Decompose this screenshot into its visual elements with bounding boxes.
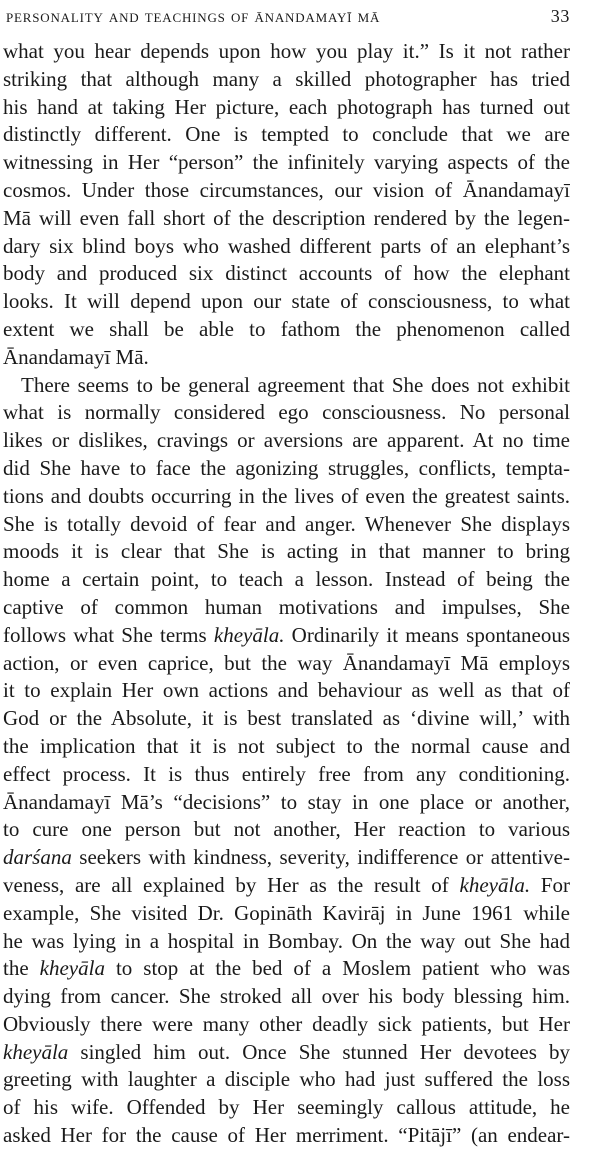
italic-term: kheyāla	[39, 956, 105, 981]
text-line	[3, 594, 570, 622]
text-line	[3, 872, 570, 900]
text-segment: moods it is clear that She is acting in that manner to bring	[3, 539, 570, 564]
text-line	[3, 816, 570, 844]
text-segment: he was lying in a hospital in Bombay. On the way out She had	[3, 928, 570, 953]
text-line	[3, 372, 570, 400]
text-segment: She is totally devoid of fear and anger. Whenever She displays	[3, 511, 570, 536]
text-segment: For	[530, 872, 570, 897]
text-segment: dying from cancer. She stroked all over his body blessing him.	[3, 984, 570, 1009]
text-line	[3, 94, 570, 122]
text-line	[3, 538, 570, 566]
text-line	[3, 900, 570, 928]
text-line	[3, 622, 570, 650]
text-line	[3, 233, 570, 261]
text-segment: Obviously there were many other deadly sick patients, but Her	[3, 1011, 570, 1036]
text-line	[3, 928, 570, 956]
text-segment: home a certain point, to teach a lesson. Instead of being the	[3, 567, 570, 592]
text-segment: did She have to face the agonizing struggles, conflicts, tempta-	[3, 455, 570, 480]
text-line	[3, 650, 570, 678]
text-line	[3, 177, 570, 205]
italic-term: kheyāla.	[213, 622, 285, 647]
text-segment: Ānandamayī Mā’s “decisions” to stay in one place or another,	[3, 789, 570, 814]
text-line	[3, 761, 570, 789]
text-line	[3, 66, 570, 94]
text-segment: likes or dislikes, cravings or aversions are apparent. At no time	[3, 428, 570, 453]
text-segment: it to explain Her own actions and behaviour as well as that of	[3, 678, 570, 703]
text-line	[3, 399, 570, 427]
text-line	[3, 455, 570, 483]
text-line	[3, 677, 570, 705]
text-segment: dary six blind boys who washed different parts of an elephant’s	[3, 233, 570, 258]
text-segment: Mā will even fall short of the description rendered by the legen-	[3, 205, 570, 230]
text-line	[3, 288, 570, 316]
text-segment: veness, are all explained by Her as the result of	[3, 872, 460, 897]
text-line	[3, 983, 570, 1011]
text-line	[3, 566, 570, 594]
text-line	[3, 733, 570, 761]
text-line	[3, 344, 570, 372]
text-segment: seekers with kindness, severity, indifference or attentive-	[71, 845, 570, 870]
text-line	[3, 121, 570, 149]
text-segment: asked Her for the cause of Her merriment. “Pitājī” (an endear-	[3, 1123, 570, 1148]
text-segment: effect process. It is thus entirely free from any conditioning.	[3, 761, 570, 786]
text-segment: God or the Absolute, it is best translated as ‘divine will,’ with	[3, 706, 570, 731]
italic-term: kheyāla.	[459, 872, 531, 897]
text-line	[3, 316, 570, 344]
text-line	[3, 789, 570, 817]
text-segment: extent we shall be able to fathom the phenomenon called	[3, 316, 570, 341]
running-head-title: personality and teachings of ānandamayī mā	[6, 6, 381, 26]
text-segment: his hand at taking Her picture, each photograph has turned out	[3, 94, 570, 119]
text-segment: There seems to be general agreement that She does not exhibit	[21, 372, 570, 397]
running-head	[3, 2, 570, 38]
text-segment: action, or even caprice, but the way Ānandamayī Mā employs	[3, 650, 570, 675]
text-line	[3, 705, 570, 733]
text-segment: striking that although many a skilled photographer has tried	[3, 66, 570, 91]
text-segment: Ānandamayī Mā.	[3, 344, 149, 369]
text-line	[3, 427, 570, 455]
text-line	[3, 511, 570, 539]
text-line	[3, 483, 570, 511]
text-segment: follows what She terms	[3, 622, 214, 647]
text-segment: body and produced six distinct accounts of how the elephant	[3, 261, 570, 286]
text-segment: of his wife. Offended by Her seemingly callous attitude, he	[3, 1095, 570, 1120]
italic-term: kheyāla	[3, 1039, 69, 1064]
text-segment: to stop at the bed of a Moslem patient who was	[104, 956, 570, 981]
text-segment: tions and doubts occurring in the lives of even the greatest saints.	[3, 483, 570, 508]
text-segment: Ordinarily it means spontaneous	[284, 622, 570, 647]
text-line	[3, 260, 570, 288]
text-line	[3, 1039, 570, 1067]
text-segment: the implication that it is not subject to the normal cause and	[3, 733, 570, 758]
text-segment: what you hear depends upon how you play it.” Is it not rather	[3, 39, 570, 63]
text-line	[3, 149, 570, 177]
text-segment: greeting with laughter a disciple who had just suffered the loss	[3, 1067, 570, 1092]
text-segment: distinctly different. One is tempted to conclude that we are	[3, 122, 570, 147]
text-segment: example, She visited Dr. Gopināth Kavirāj in June 1961 while	[3, 900, 570, 925]
text-line	[3, 844, 570, 872]
italic-term: darśana	[3, 845, 72, 870]
text-segment: what is normally considered ego consciousness. No personal	[3, 400, 570, 425]
text-line	[3, 38, 570, 66]
text-segment: witnessing in Her “person” the infinitely varying aspects of the	[3, 150, 570, 175]
text-segment: looks. It will depend upon our state of consciousness, to what	[3, 289, 570, 314]
text-line	[3, 1011, 570, 1039]
text-segment: to cure one person but not another, Her reaction to various	[3, 817, 570, 842]
text-line	[3, 1066, 570, 1094]
page-number: 33	[550, 6, 570, 26]
text-segment: captive of common human motivations and impulses, She	[3, 594, 570, 619]
body-text	[3, 38, 570, 1150]
text-line	[3, 205, 570, 233]
text-segment: singled him out. Once She stunned Her devotees by	[68, 1039, 570, 1064]
text-line	[3, 1094, 570, 1122]
text-segment: the	[3, 956, 40, 981]
text-line	[3, 955, 570, 983]
text-line	[3, 1122, 570, 1150]
text-segment: cosmos. Under those circumstances, our vision of Ānandamayī	[3, 177, 570, 202]
